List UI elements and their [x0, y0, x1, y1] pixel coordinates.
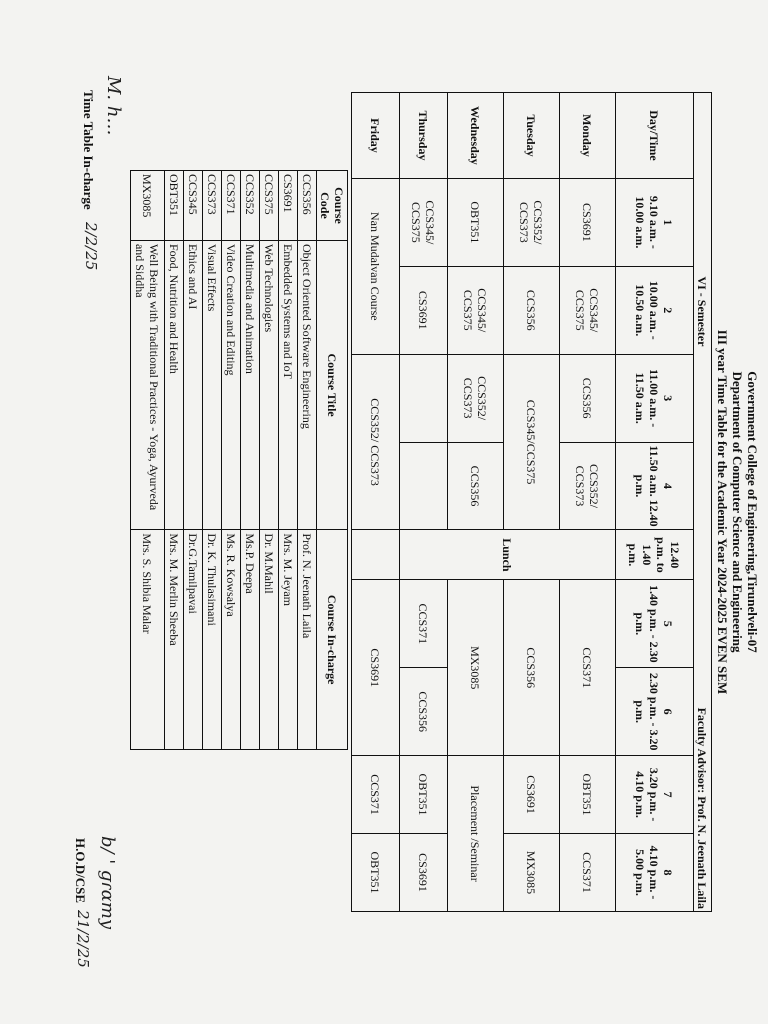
row-thursday — [400, 93, 448, 912]
period-header-3 — [616, 354, 694, 442]
course-title: Web Technologies — [260, 240, 279, 529]
row-wednesday — [448, 93, 504, 912]
period-number: 12.40 — [668, 541, 683, 569]
row-monday — [560, 93, 616, 912]
timetable-cell: OBT351 — [448, 178, 504, 266]
timetable-cell: CCS345/ CCS375 — [400, 178, 448, 266]
course-row — [165, 171, 184, 750]
period-time: 9.10 a.m. - 10.00 a.m. — [633, 195, 662, 249]
timetable-cell: CCS352/ CCS373 — [352, 354, 400, 530]
course-incharge: Dr.G.Tamilpavai — [184, 530, 203, 750]
corner-header: Day/Time — [616, 93, 694, 179]
course-title: Visual Effects — [203, 240, 222, 529]
college-name: Government College of Engineering,Tirunelveli-07 — [745, 371, 760, 653]
timetable-cell: CS3691 — [400, 266, 448, 354]
course-title-header: Course Title — [317, 240, 348, 529]
period-number: 3 — [661, 395, 676, 402]
course-row — [131, 171, 165, 750]
course-incharge: Dr. M.Mahil — [260, 530, 279, 750]
timetable-header-row — [694, 93, 712, 912]
course-incharge: Mrs. M. Merlin Sheeba — [165, 530, 184, 750]
timetable-cell: CCS371 — [560, 834, 616, 912]
period-time: 4.10 p.m. - 5.00 p.m. — [633, 845, 662, 900]
timetable-cell: CCS345/ CCS375 — [560, 266, 616, 354]
faculty-advisor-label: Faculty Advisor: Prof. N. Jeenath Laila — [695, 707, 710, 909]
row-friday — [352, 93, 400, 912]
course-code: OBT351 — [165, 171, 184, 241]
timetable-cell — [400, 442, 448, 530]
course-incharge: Mrs. S. Shibia Malar — [131, 530, 165, 750]
timetable-cell: CCS356 — [504, 266, 560, 354]
course-title: Ethics and AI — [184, 240, 203, 529]
course-incharge: Ms.P. Deepa — [241, 530, 260, 750]
course-title: Multimedia and Animation — [241, 240, 260, 529]
period-time: 3.20 p.m. - 4.10 p.m. — [633, 767, 662, 822]
timetable-cell: Placement /Seminar — [448, 756, 504, 912]
timetable-cell: OBT351 — [560, 756, 616, 834]
period-time: 2.30 p.m. - 3.20 p.m. — [633, 672, 662, 751]
lunch-cell: Lunch — [400, 530, 616, 580]
course-incharge: Prof. N. Jeenath Laila — [298, 530, 317, 750]
course-code-header: Course Code — [317, 171, 348, 241]
period-header-7 — [616, 756, 694, 834]
course-incharge-header: Course In-charge — [317, 530, 348, 750]
timetable-cell — [352, 530, 400, 580]
timetable-cell: OBT351 — [400, 756, 448, 834]
timetable-cell: CS3691 — [400, 834, 448, 912]
course-title: Well Being with Traditional Practices - Yoga, Ayurveda and Siddha — [131, 240, 165, 529]
timetable-cell: CCS352/ CCS373 — [448, 354, 504, 442]
course-row — [279, 171, 298, 750]
day-cell: Thursday — [400, 93, 448, 179]
period-header-6 — [616, 668, 694, 756]
period-header-8 — [616, 834, 694, 912]
timetable-cell: Nan Mudalvan Course — [352, 178, 400, 354]
timetable-cell: CS3691 — [560, 178, 616, 266]
course-header-row — [317, 171, 348, 750]
timetable-cell: CS3691 — [352, 580, 400, 756]
course-code: CCS373 — [203, 171, 222, 241]
course-table — [130, 170, 348, 750]
course-incharge: Mrs. M. Jeyam — [279, 530, 298, 750]
timetable — [351, 92, 712, 912]
timetable-cell: CCS345/ CCS375 — [448, 266, 504, 354]
timetable-cell: CCS356 — [504, 580, 560, 756]
course-row — [260, 171, 279, 750]
period-header-lunch — [616, 530, 694, 580]
timetable-cell: CS3691 — [504, 756, 560, 834]
row-tuesday — [504, 93, 560, 912]
period-time: 1.40 p.m. - 2.30 p.m. — [633, 584, 662, 663]
course-incharge: Ms. R. Kowsalya — [222, 530, 241, 750]
course-row — [241, 171, 260, 750]
semester-label: VI - Semester — [695, 276, 710, 347]
timetable-cell — [400, 354, 448, 442]
semester-cell — [694, 93, 712, 530]
course-row — [203, 171, 222, 750]
timetable-cell: OBT351 — [352, 834, 400, 912]
period-number: 6 — [661, 708, 676, 715]
hod-date: 21/2/25 — [74, 910, 92, 968]
period-time: 11.50 a.m. 12.40 p.m. — [633, 445, 662, 527]
period-number: 2 — [661, 307, 676, 314]
timetable-cell: CCS371 — [560, 580, 616, 756]
timetable-cell: CCS356 — [448, 442, 504, 530]
course-code: CCS345 — [184, 171, 203, 241]
period-row — [616, 93, 694, 912]
period-header-5 — [616, 580, 694, 668]
period-number: 7 — [661, 791, 676, 798]
timetable-cell: MX3085 — [504, 834, 560, 912]
timetable-cell: CCS352/ CCS373 — [560, 442, 616, 530]
course-row — [298, 171, 317, 750]
period-time: p.m. to 1.40 p.m. — [626, 537, 669, 573]
course-row — [222, 171, 241, 750]
period-number: 1 — [661, 219, 676, 226]
period-time: 10.00 a.m. - 10.50 a.m. — [633, 280, 662, 340]
course-code: CCS371 — [222, 171, 241, 241]
course-code: MX3085 — [131, 171, 165, 241]
period-time: 11.00 a.m. - 11.50 a.m. — [633, 368, 662, 428]
department-name: Department of Computer Science and Engineering — [730, 371, 745, 653]
period-header-2 — [616, 266, 694, 354]
timetable-cell: MX3085 — [448, 580, 504, 756]
course-title: Video Creation and Editing — [222, 240, 241, 529]
incharge-date: 2/2/25 — [82, 222, 100, 271]
course-code: CS3691 — [279, 171, 298, 241]
day-cell: Friday — [352, 93, 400, 179]
timetable-cell: CCS356 — [560, 354, 616, 442]
period-number: 8 — [661, 869, 676, 876]
period-header-4 — [616, 442, 694, 530]
timetable-cell: CCS356 — [400, 668, 448, 756]
course-code: CCS352 — [241, 171, 260, 241]
course-code: CCS375 — [260, 171, 279, 241]
day-cell: Wednesday — [448, 93, 504, 179]
period-number: 4 — [661, 482, 676, 489]
course-title: Embedded Systems and IoT — [279, 240, 298, 529]
course-title: Object Oriented Software Engineering — [298, 240, 317, 529]
course-incharge: Dr. K. Thulasimani — [203, 530, 222, 750]
incharge-signature: M. h… — [103, 76, 124, 136]
course-code: CCS356 — [298, 171, 317, 241]
timetable-cell: CCS371 — [400, 580, 448, 668]
period-header-1 — [616, 178, 694, 266]
timetable-cell: CCS345/CCS375 — [504, 354, 560, 530]
day-cell: Monday — [560, 93, 616, 179]
day-cell: Tuesday — [504, 93, 560, 179]
course-row — [184, 171, 203, 750]
timetable-cell: CCS371 — [352, 756, 400, 834]
time-table-incharge-label: Time Table In-charge — [81, 90, 96, 210]
timetable-title: III year Time Table for the Academic Year 2024-2025 EVEN SEM — [715, 329, 730, 695]
course-title: Food, Nutrition and Health — [165, 240, 184, 529]
timetable-cell: CCS352/ CCS373 — [504, 178, 560, 266]
hod-signature: b/ ' ɡɾαmy — [97, 836, 118, 930]
period-number: 5 — [661, 620, 676, 627]
faculty-advisor-cell — [694, 530, 712, 912]
hod-label: H.O.D/CSE — [73, 838, 88, 904]
